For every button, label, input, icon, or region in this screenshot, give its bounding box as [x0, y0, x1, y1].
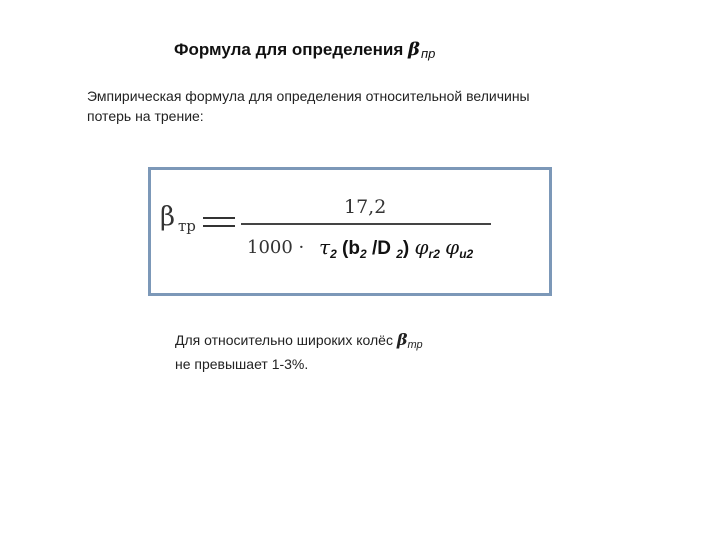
- fraction-bar: [241, 223, 491, 225]
- formula-beta-subscript: тр: [178, 217, 196, 235]
- b-subscript: 2: [359, 247, 367, 261]
- phi-r-subscript: r2: [428, 247, 440, 261]
- title-text: Формула для определения: [174, 40, 408, 59]
- formula-box: [148, 167, 552, 296]
- note-beta-subscript: тр: [407, 339, 423, 351]
- note-beta-symbol: β: [396, 330, 408, 349]
- note-text: Для относительно широких колёс: [175, 332, 397, 348]
- note-line-2: не превышает 1-3%.: [175, 356, 309, 372]
- formula-beta: β: [160, 202, 176, 232]
- intro-line-2: потерь на трение:: [87, 108, 204, 124]
- intro-line-1: Эмпирическая формула для определения относительной величины: [87, 88, 530, 104]
- b-term: (b: [336, 238, 360, 259]
- phi-symbol: φ: [414, 235, 429, 259]
- beta-subscript: пр: [420, 46, 436, 61]
- formula-denominator-terms: [319, 235, 473, 261]
- equals-sign: [203, 217, 235, 227]
- d-term: /D: [366, 238, 397, 259]
- phi-u-subscript: u2: [459, 247, 474, 261]
- phi-symbol-2: φ: [445, 235, 460, 259]
- note-line-1: [175, 330, 535, 355]
- note-paragraph: [175, 330, 535, 374]
- close-paren: ): [402, 238, 415, 259]
- beta-symbol: β: [407, 39, 420, 60]
- intro-paragraph: [87, 86, 627, 126]
- tau-symbol: τ: [319, 235, 331, 259]
- formula-numerator: 17,2: [344, 196, 387, 218]
- slide-title: [174, 39, 435, 61]
- tau-subscript: 2: [330, 247, 337, 261]
- d-subscript: 2: [396, 247, 403, 261]
- formula-denominator-constant: 1000 ·: [247, 237, 305, 258]
